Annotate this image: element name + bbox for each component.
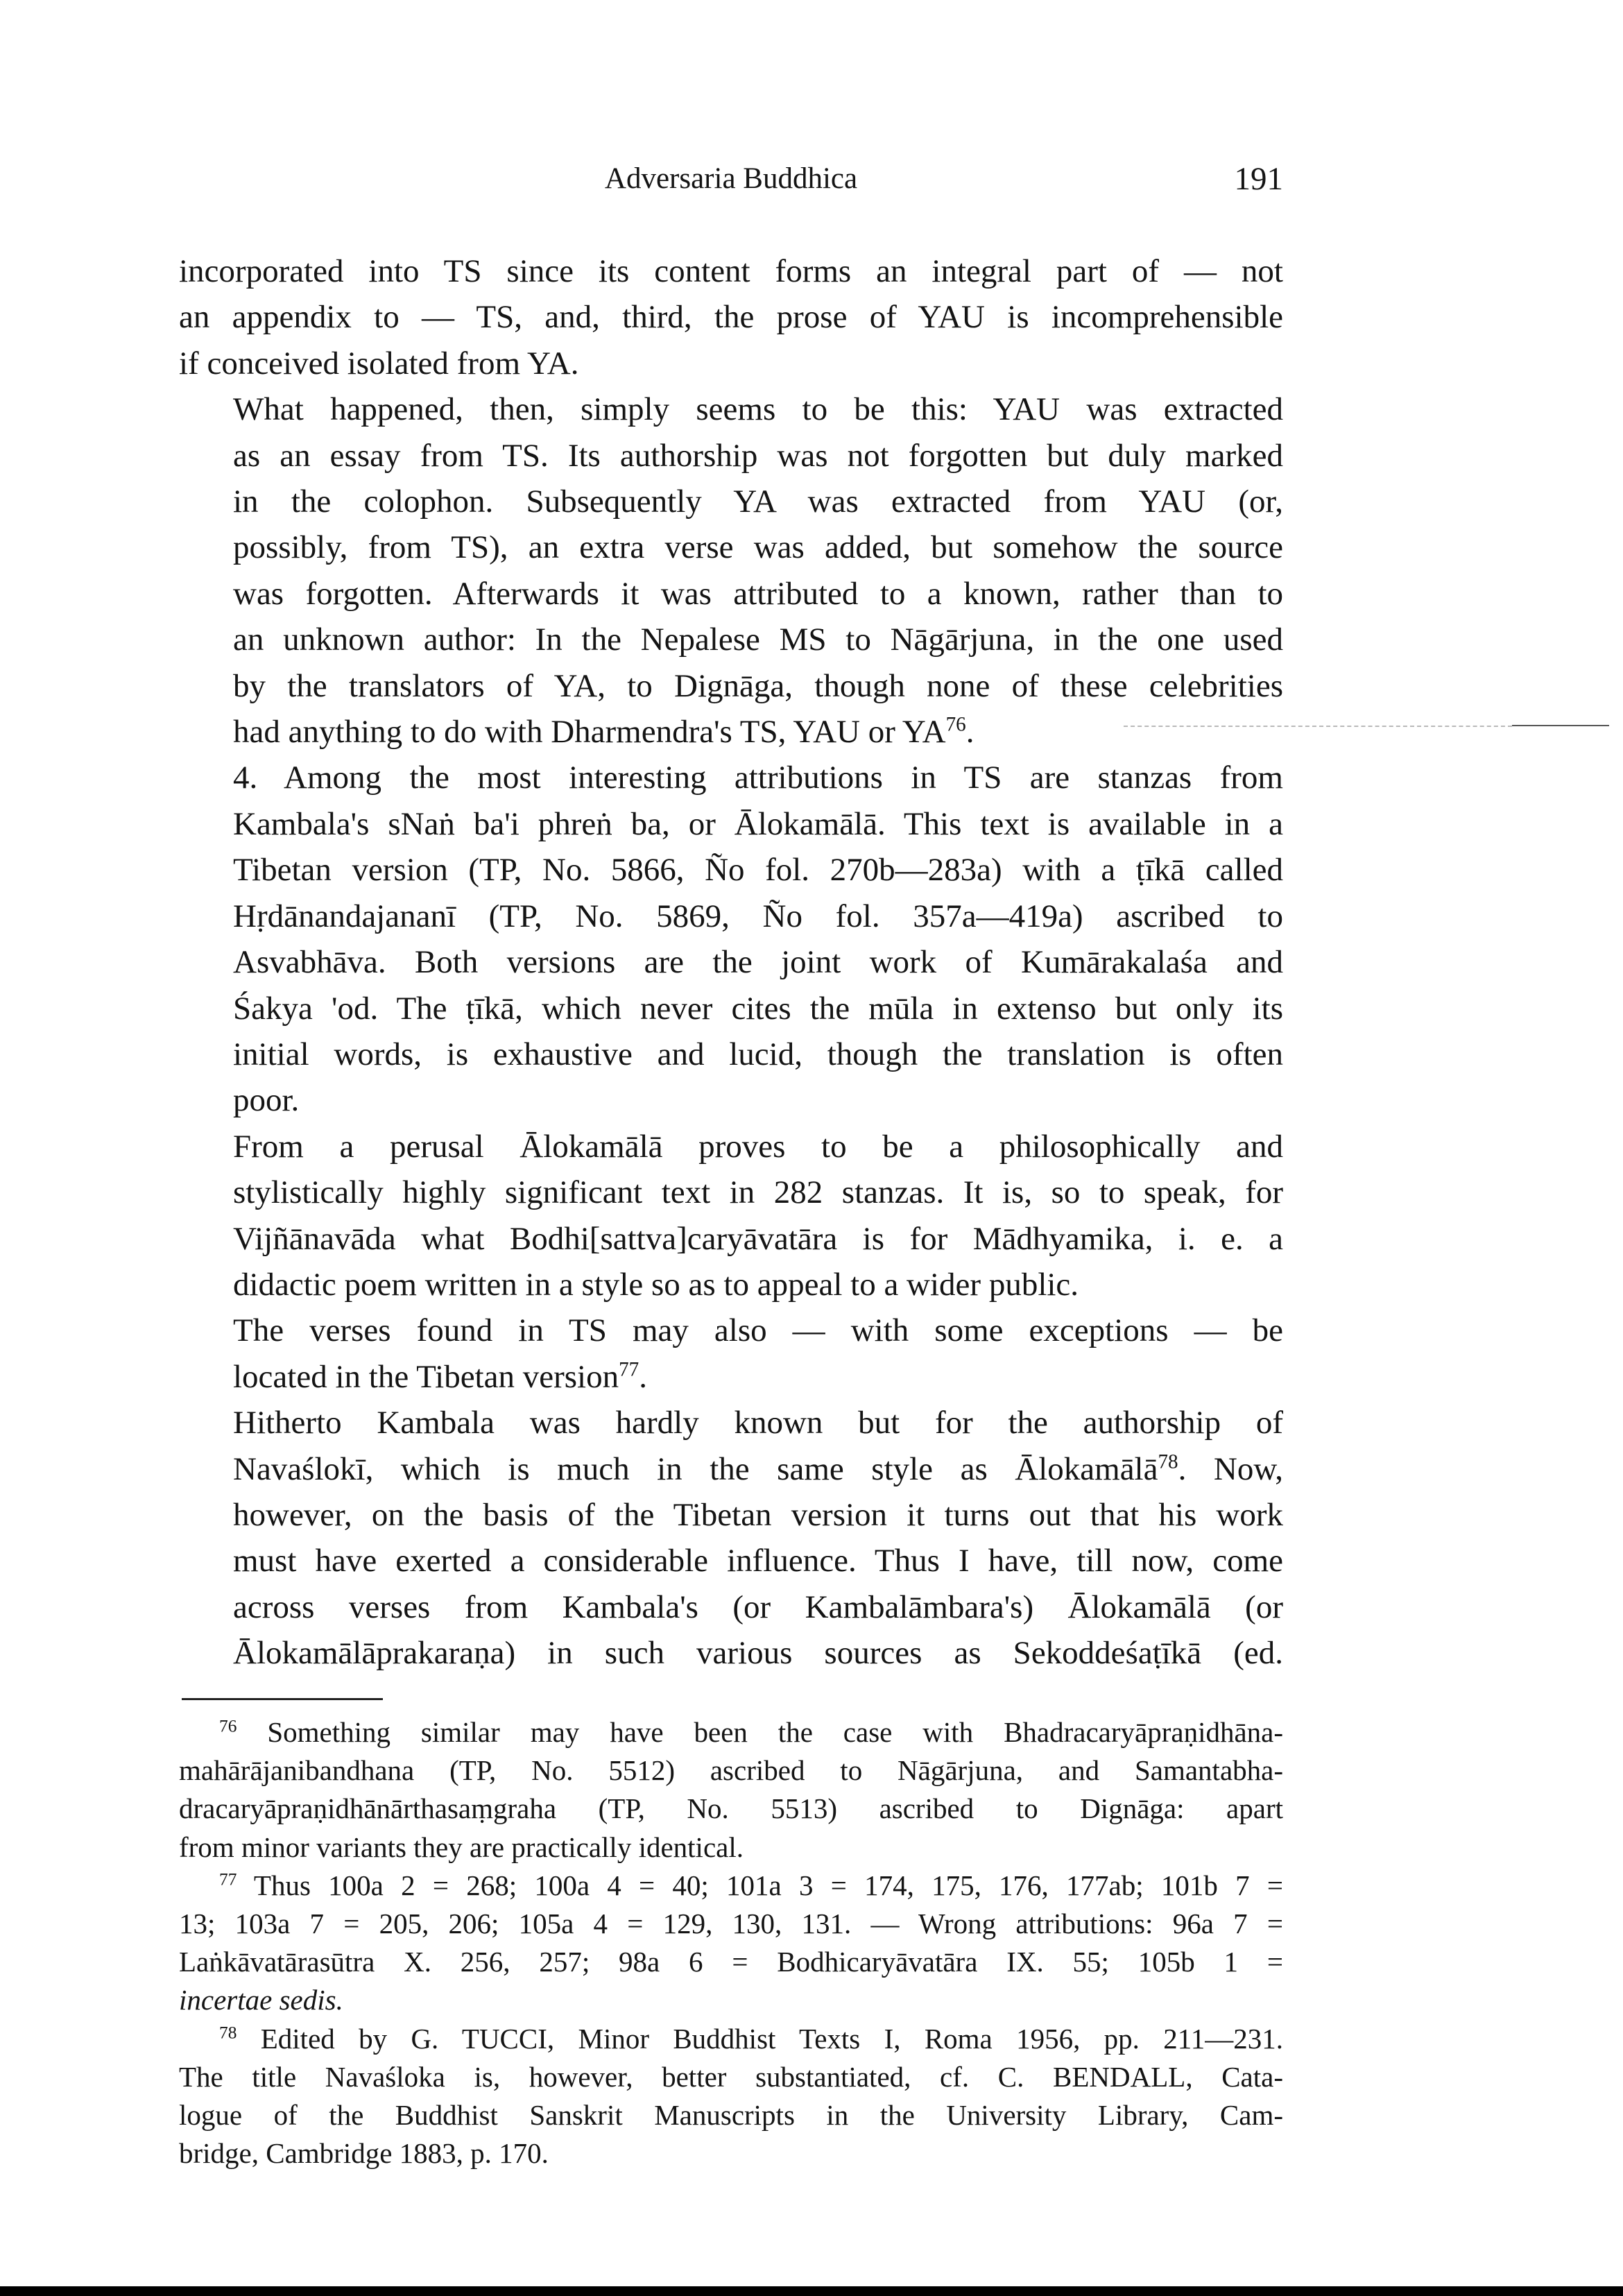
running-header [179,158,1283,207]
text-line: as an essay from TS. Its authorship was not forgotten but duly marked [233,437,1283,474]
text-line: Kambala's sNaṅ ba'i phreṅ ba, or Ālokamālā. This text is available in a [233,805,1283,842]
footnote-line [179,2020,1283,2058]
scan-bottom-edge [0,2286,1623,2296]
text-run: . Now, [1178,1450,1283,1487]
paragraph [179,755,1283,1123]
text-run: Thus 100a 2 = 268; 100a 4 = 40; 101a 3 = 174, 175, 176, 177ab; 101b 7 = [253,1869,1283,1901]
footnote-line [179,1713,1283,1751]
text-line: Hṛdānandajananī (TP, No. 5869, Ño fol. 357a—419a) ascribed to [233,898,1283,934]
text-line [179,1446,1283,1492]
text-run: Navaślokī, which is much in the same style as Ālokamālā [233,1450,1158,1487]
text-line: From a perusal Ālokamālā proves to be a philosophically and [233,1128,1283,1165]
text-line: 4. Among the most interesting attributions in TS are stanzas from [233,760,1283,796]
text-line: in the colophon. Subsequently YA was extracted from YAU (or, [233,483,1283,520]
footnote-line: mahārājanibandhana (TP, No. 5512) ascribed to Nāgārjuna, and Samantabha- [179,1754,1283,1787]
footnote-line [179,1867,1283,1905]
footnote-ref: 78 [1158,1450,1178,1473]
text-run: . [965,714,974,751]
text-line: must have exerted a considerable influence. Thus I have, till now, come [233,1543,1283,1579]
footnote-separator [182,1698,383,1700]
text-run: located in the Tibetan version [233,1358,619,1395]
footnote-ref: 77 [619,1358,639,1381]
text-run: . [639,1358,647,1395]
text-run: had anything to do with Dharmendra's TS, YAU or YA [233,714,946,751]
page-number: 191 [1234,161,1283,197]
footnote-number: 78 [219,2022,237,2042]
footnote-line: dracaryāpraṇidhānārthasaṃgraha (TP, No. 5513) ascribed to Dignāga: apart [179,1792,1283,1825]
footnote-line: Laṅkāvatārasūtra X. 256, 257; 98a 6 = Bodhicaryāvatāra IX. 55; 105b 1 = [179,1946,1283,1978]
text-line [179,1354,1283,1400]
text-line: stylistically highly significant text in 282 stanzas. It is, so to speak, for [233,1174,1283,1211]
footnote-line: logue of the Buddhist Sanskrit Manuscripts in the University Library, Cam- [179,2099,1283,2132]
running-title: Adversaria Buddhica [604,162,858,195]
paragraph [179,1400,1283,1676]
footnote-number: 76 [219,1716,237,1736]
text-line: Asvabhāva. Both versions are the joint work of Kumārakalaśa and [233,944,1283,981]
footnote [179,2020,1283,2173]
scan-line-mark [1512,725,1609,726]
text-line: possibly, from TS), an extra verse was added, but somehow the source [233,529,1283,566]
footnote-line: bridge, Cambridge 1883, p. 170. [179,2137,549,2170]
text-line: incorporated into TS since its content forms an integral part of — not [179,253,1283,289]
text-line: an unknown author: In the Nepalese MS to Nāgārjuna, in the one used [233,622,1283,658]
text-run: Something similar may have been the case with Bhadracaryāpraṇidhāna- [267,1716,1284,1748]
footnote [179,1713,1283,1867]
text-line [179,709,1283,755]
footnote-number: 77 [219,1869,237,1890]
text-line: didactic poem written in a style so as to appeal to a wider public. [233,1266,1079,1303]
footnote-ref: 76 [945,713,966,736]
footnote-line: The title Navaśloka is, however, better substantiated, cf. C. BENDALL, Cata- [179,2060,1283,2093]
footnote-line: 13; 103a 7 = 205, 206; 105a 4 = 129, 130, 131. — Wrong attributions: 96a 7 = [179,1908,1283,1940]
paragraph [179,1308,1283,1400]
text-line: if conceived isolated from YA. [179,345,579,382]
text-line: across verses from Kambala's (or Kambalāmbara's) Ālokamālā (or [233,1588,1283,1625]
text-line: poor. [233,1082,300,1119]
footnotes [179,1713,1283,2173]
text-line: however, on the basis of the Tibetan version it turns out that his work [233,1496,1283,1533]
paragraph [179,386,1283,755]
text-line: an appendix to — TS, and, third, the prose of YAU is incomprehensible [179,299,1283,336]
footnote-line: from minor variants they are practically identical. [179,1831,744,1863]
text-line: Tibetan version (TP, No. 5866, Ño fol. 270b—283a) with a ṭīkā called [233,852,1283,889]
text-line: Vijñānavāda what Bodhi[sattva]caryāvatāra is for Mādhyamika, i. e. a [233,1220,1283,1257]
text-run: Edited by G. TUCCI, Minor Buddhist Texts I, Roma 1956, pp. 211—231. [260,2022,1284,2055]
italic-text: incertae sedis. [179,1984,343,2016]
text-line: Ālokamālāprakaraṇa) in such various sources as Sekoddeśaṭīkā (ed. [233,1635,1283,1672]
text-line: The verses found in TS may also — with some exceptions — be [233,1312,1283,1349]
text-line: What happened, then, simply seems to be this: YAU was extracted [233,391,1283,428]
text-line: Śakya 'od. The ṭīkā, which never cites the mūla in extenso but only its [233,990,1283,1027]
text-line: by the translators of YA, to Dignāga, though none of these celebrities [233,667,1283,704]
footnote [179,1867,1283,2020]
paragraph [179,248,1283,386]
text-line: initial words, is exhaustive and lucid, though the translation is often [233,1036,1283,1072]
paragraph [179,1124,1283,1308]
text-line: Hitherto Kambala was hardly known but for the authorship of [233,1405,1283,1441]
text-line: was forgotten. Afterwards it was attributed to a known, rather than to [233,575,1283,612]
scan-dash-mark [1124,726,1512,727]
body-text [179,248,1283,1677]
footnote-line [179,1981,1283,2019]
